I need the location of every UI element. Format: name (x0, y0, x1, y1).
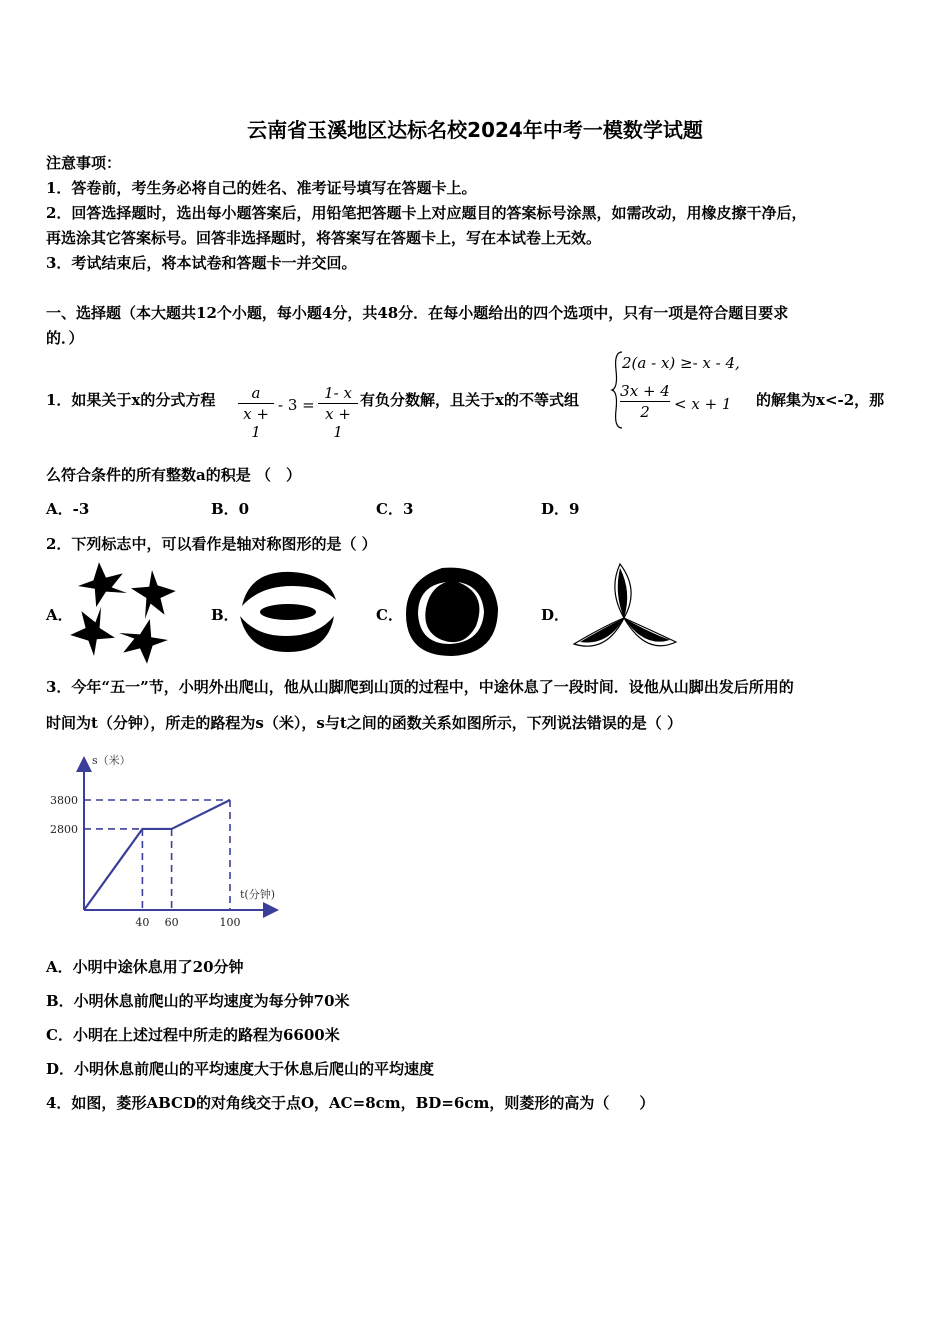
notice-line-2: 2．回答选择题时，选出每小题答案后，用铅笔把答题卡上对应题目的答案标号涂黑，如需改动，用橡皮擦干净后， (46, 204, 807, 222)
x-tick-label-0: 40 (135, 916, 150, 929)
q3-option-b: B．小明休息前爬山的平均速度为每分钟70米 (46, 992, 350, 1010)
y-tick-label-0: 2800 (50, 822, 78, 836)
q1-fraction-1-den: x + 1 (243, 405, 269, 441)
x-axis-label: t(分钟) (240, 888, 276, 901)
section-heading-line-1: 一、选择题（本大题共12个小题，每小题4分，共48分．在每小题给出的四个选项中，只有一项是符合题目要求 (46, 304, 789, 322)
q3-option-d: D．小明休息前爬山的平均速度大于休息后爬山的平均速度 (46, 1060, 435, 1078)
crescents-logo-icon (236, 566, 340, 656)
page-title: 云南省玉溪地区达标名校2024年中考一模数学试题 (247, 118, 703, 142)
q3-line-2: 时间为t（分钟），所走的路程为s（米），s与t之间的函数关系如图所示，下列说法错误的是（ ） (46, 714, 682, 732)
q1-minus-three: - 3 = (278, 396, 315, 414)
x-tick-label-2: 100 (219, 916, 241, 929)
notice-line-3: 再选涂其它答案标号。回答非选择题时，将答案写在答题卡上，写在本试卷上无效。 (46, 229, 602, 247)
q2-label-d: D． (541, 606, 570, 624)
q1-system-rhs: < x + 1 (674, 395, 732, 413)
series-line (84, 800, 230, 910)
q1-option-a: A．-3 (46, 500, 90, 518)
spiral-logo-icon (402, 564, 500, 660)
q2-label-b: B． (211, 606, 239, 624)
q3-line-1: 3．今年“五一”节，小明外出爬山，他从山脚爬到山顶的过程中，中途休息了一段时间．设他从山脚出发后所用的 (46, 678, 794, 696)
q2-label-c: C． (376, 606, 403, 624)
x-tick-label-1: 60 (164, 916, 179, 929)
q2-stem: 2．下列标志中，可以看作是轴对称图形的是（ ） (46, 535, 377, 553)
q1-system-line-1: 2(a - x) ≥- x - 4, (622, 354, 740, 372)
q3-option-a: A．小明中途休息用了20分钟 (46, 958, 244, 976)
q1-fraction-2-num: 1- x (324, 384, 352, 402)
y-tick-label-1: 3800 (50, 794, 78, 807)
q1-suffix: 的解集为x<-2，那 (756, 391, 885, 409)
q1-system-fraction-den: 2 (640, 403, 650, 421)
distance-time-chart (40, 750, 290, 940)
q1-option-d: D．9 (541, 500, 580, 518)
q1-prefix: 1．如果关于x的分式方程 (46, 391, 216, 409)
section-heading-line-2: 的．） (46, 329, 84, 347)
q1-mid: 有负分数解，且关于x的不等式组 (360, 391, 579, 409)
notice-line-1: 1．答卷前，考生务必将自己的姓名、准考证号填写在答题卡上。 (46, 179, 477, 197)
q1-fraction-2-den: x + 1 (325, 405, 351, 441)
four-stars-logo-icon (72, 562, 172, 660)
notice-line-4: 3．考试结束后，将本试卷和答题卡一并交回。 (46, 254, 357, 272)
q4-stem: 4．如图，菱形ABCD的对角线交于点O，AC=8cm，BD=6cm，则菱形的高为（ ） (46, 1094, 655, 1112)
q1-line-2: 么符合条件的所有整数a的积是 （ ） (46, 466, 301, 484)
q1-fraction-1 (238, 384, 274, 441)
q2-label-a: A． (46, 606, 73, 624)
y-axis-label: s（米） (92, 754, 131, 767)
q1-option-b: B．0 (211, 500, 250, 518)
q1-system-fraction-num: 3x + 4 (620, 382, 670, 400)
q1-fraction-1-num: a (251, 384, 261, 402)
q3-option-c: C．小明在上述过程中所走的路程为6600米 (46, 1026, 340, 1044)
q1-option-c: C．3 (376, 500, 414, 518)
q1-system-fraction (620, 382, 670, 421)
notice-heading: 注意事项： (46, 154, 122, 172)
q1-fraction-2 (318, 384, 358, 441)
three-petals-logo-icon (568, 560, 680, 660)
